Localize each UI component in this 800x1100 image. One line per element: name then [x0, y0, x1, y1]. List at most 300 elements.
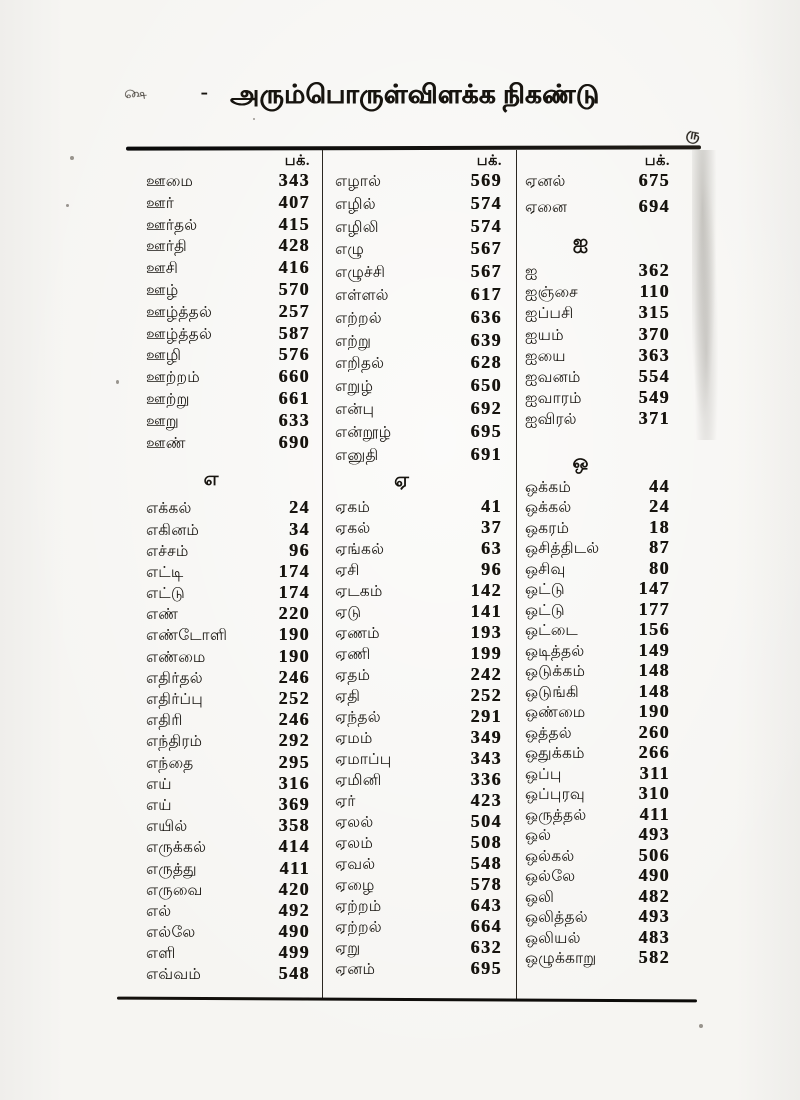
- entry-page-number: 142: [470, 580, 502, 601]
- index-section: [525, 230, 670, 430]
- entry-word: எட்டி: [146, 563, 184, 581]
- entry-word: ஏணி: [335, 646, 371, 664]
- entry-word: ஊறு: [146, 412, 179, 430]
- entry-page-number: 628: [470, 352, 502, 373]
- entry-word: ஏங்கல்: [335, 541, 385, 559]
- entry-word: எழுச்சி: [335, 264, 386, 282]
- index-entry: [335, 496, 502, 517]
- index-entry: [525, 824, 670, 845]
- index-entry: [335, 622, 502, 643]
- entry-word: எயில்: [146, 818, 188, 836]
- entry-page-number: 291: [470, 706, 502, 727]
- entry-word: எதிர்தல்: [146, 669, 203, 687]
- entry-page-number: 639: [470, 329, 502, 350]
- index-entry: [525, 845, 670, 866]
- entry-page-number: 148: [638, 660, 670, 680]
- entry-page-number: 363: [638, 344, 670, 365]
- entry-word: ஏகல்: [335, 520, 371, 538]
- index-entry: [146, 214, 310, 236]
- index-column-2: [322, 150, 516, 1000]
- index-entry: [335, 811, 502, 832]
- index-entry: [146, 323, 310, 345]
- entry-word: எழால்: [335, 173, 382, 190]
- index-entry: [335, 261, 502, 284]
- entry-page-number: 315: [638, 302, 670, 323]
- entry-word: ஒழுக்காறு: [525, 950, 597, 967]
- index-entry: [335, 580, 502, 601]
- entry-word: ஏவல்: [335, 856, 376, 874]
- entry-page-number: 190: [278, 624, 310, 645]
- index-entry: [146, 730, 310, 751]
- entry-word: எந்தை: [146, 754, 194, 772]
- entry-word: ஏணம்: [335, 625, 380, 643]
- index-entry: [335, 330, 502, 353]
- entry-page-number: 570: [278, 278, 310, 299]
- entry-word: ஒலி: [525, 888, 555, 906]
- entry-page-number: 37: [481, 517, 502, 538]
- entry-page-number: 578: [470, 874, 502, 895]
- entry-page-number: 504: [470, 811, 502, 832]
- index-entry: [525, 660, 670, 681]
- entry-page-number: 423: [470, 790, 502, 811]
- entry-page-number: 675: [638, 170, 670, 190]
- entry-page-number: 316: [278, 772, 310, 793]
- entry-word: ஏமினி: [335, 772, 382, 790]
- entry-page-number: 643: [470, 895, 502, 916]
- entry-page-number: 695: [470, 420, 502, 441]
- entry-page-number: 695: [470, 958, 502, 979]
- index-entry: [335, 352, 502, 375]
- entry-page-number: 411: [639, 803, 670, 824]
- entry-page-number: 574: [470, 192, 502, 213]
- entry-page-number: 362: [638, 260, 670, 280]
- entry-page-number: 257: [278, 300, 310, 321]
- entry-word: ஊசி: [146, 260, 179, 278]
- index-table: [126, 150, 700, 1000]
- entry-word: ஏழை: [335, 877, 375, 895]
- entry-page-number: 548: [278, 963, 310, 984]
- entry-word: எழு: [335, 241, 365, 259]
- index-entry: [525, 558, 670, 579]
- entry-word: ஊர்தல்: [146, 216, 198, 234]
- entry-word: எச்சம்: [146, 542, 189, 560]
- index-entry: [525, 537, 670, 558]
- entry-page-number: 141: [470, 601, 502, 622]
- entry-page-number: 414: [278, 836, 310, 857]
- index-entry: [335, 664, 502, 685]
- entry-page-number: 358: [278, 815, 310, 836]
- entry-word: ஏசி: [335, 562, 360, 580]
- entry-page-number: 41: [481, 496, 502, 517]
- index-entry: [525, 722, 670, 743]
- entry-page-number: 246: [278, 709, 310, 730]
- index-entry: [335, 685, 502, 706]
- entry-page-number: 420: [278, 878, 310, 899]
- entry-word: ஒடித்தல்: [525, 642, 585, 660]
- index-entry: [146, 257, 310, 279]
- entry-word: ஏனல்: [525, 173, 566, 190]
- index-section: [525, 450, 670, 968]
- index-entry: [146, 388, 310, 410]
- index-entry: [146, 235, 310, 257]
- entry-word: ஒத்தல்: [525, 724, 572, 742]
- entry-page-number: 110: [639, 281, 670, 302]
- entry-word: ஒப்புரவு: [525, 786, 585, 803]
- index-entry: [146, 794, 310, 815]
- entry-word: ஒசிவு: [525, 560, 566, 578]
- entry-word: ஊழி: [146, 347, 182, 365]
- entry-page-number: 266: [638, 742, 670, 762]
- entry-page-number: 349: [470, 727, 502, 748]
- index-entry: [146, 858, 310, 879]
- entry-word: ஏமாப்பு: [335, 751, 392, 769]
- entry-page-number: 369: [278, 793, 310, 814]
- entry-word: எதிர்ப்பு: [146, 691, 203, 709]
- page-abbrev-header: பக்.: [284, 153, 310, 169]
- index-entry: [525, 408, 670, 429]
- entry-page-number: 63: [481, 538, 502, 559]
- entry-word: ஏற்றல்: [335, 919, 382, 937]
- index-entry: [525, 927, 670, 948]
- entry-word: ஒகரம்: [525, 519, 570, 537]
- entry-page-number: 24: [289, 497, 310, 518]
- index-entry: [146, 170, 310, 192]
- entry-page-number: 343: [470, 748, 502, 769]
- entry-page-number: 190: [638, 701, 670, 721]
- entry-word: ஏதம்: [335, 667, 371, 685]
- entry-page-number: 96: [481, 559, 502, 580]
- index-section: [525, 170, 670, 222]
- entry-page-number: 490: [638, 865, 670, 885]
- entry-page-number: 576: [278, 344, 310, 365]
- entry-word: ஏடகம்: [335, 583, 383, 601]
- entry-word: எறிதல்: [335, 355, 385, 373]
- entry-page-number: 574: [470, 215, 502, 236]
- index-section: [146, 170, 310, 453]
- section-letter-header: ஐ: [572, 232, 589, 253]
- entry-page-number: 490: [278, 921, 310, 942]
- index-entry: [335, 769, 502, 790]
- entry-word: ஐவாரம்: [525, 390, 582, 408]
- index-column-1: [126, 150, 322, 1000]
- index-entry: [335, 421, 502, 444]
- page-title: அரும்பொருள்விளக்க நிகண்டு: [229, 80, 600, 109]
- entry-page-number: 549: [638, 387, 670, 408]
- entry-page-number: 252: [278, 688, 310, 709]
- index-entry: [335, 643, 502, 664]
- index-entry: [525, 865, 670, 886]
- entry-word: ஒல்லே: [525, 868, 576, 885]
- entry-word: ஏற்றம்: [335, 898, 382, 916]
- entry-page-number: 177: [638, 598, 670, 619]
- index-entry: [146, 688, 310, 709]
- entry-word: ஒசித்திடல்: [525, 540, 600, 557]
- entry-word: எய்: [146, 775, 172, 793]
- index-entry: [146, 561, 310, 582]
- index-entry: [525, 906, 670, 927]
- entry-word: ஊண்: [146, 434, 186, 452]
- index-entry: [335, 937, 502, 958]
- index-entry: [146, 836, 310, 857]
- entry-word: ஒலியல்: [525, 929, 581, 947]
- entry-page-number: 567: [470, 261, 502, 282]
- index-entry: [335, 444, 502, 467]
- entry-word: எளி: [146, 945, 176, 963]
- entry-page-number: 242: [470, 664, 502, 685]
- index-entry: [335, 727, 502, 748]
- entry-word: எருவை: [146, 881, 203, 899]
- entry-page-number: 147: [638, 578, 670, 598]
- section-letter-header: ஒ: [572, 451, 589, 473]
- entry-page-number: 252: [470, 685, 502, 706]
- entry-word: எற்றல்: [335, 309, 382, 327]
- entry-page-number: 483: [638, 926, 670, 947]
- entry-page-number: 156: [638, 619, 670, 639]
- entry-word: ஒட்டு: [525, 581, 565, 598]
- index-entry: [525, 387, 670, 408]
- index-entry: [146, 366, 310, 388]
- entry-page-number: 587: [278, 322, 310, 343]
- entry-page-number: 493: [638, 906, 670, 926]
- entry-page-number: 87: [649, 537, 670, 557]
- entry-page-number: 415: [278, 213, 310, 234]
- entry-word: ஏர்: [335, 793, 356, 811]
- entry-page-number: 336: [470, 769, 502, 790]
- index-entry: [146, 519, 310, 540]
- index-entry: [525, 281, 670, 302]
- index-entry: [525, 496, 670, 517]
- entry-page-number: 411: [279, 857, 310, 878]
- index-entry: [525, 476, 670, 497]
- entry-page-number: 292: [278, 730, 310, 751]
- scan-speckle: [66, 204, 69, 207]
- index-entry: [525, 345, 670, 366]
- entry-page-number: 650: [470, 375, 502, 396]
- index-entry: [525, 324, 670, 345]
- index-entry: [525, 681, 670, 702]
- entry-word: ஏறு: [335, 940, 361, 958]
- index-entry: [525, 742, 670, 763]
- index-entry: [335, 853, 502, 874]
- index-entry: [335, 538, 502, 559]
- index-entry: [525, 366, 670, 387]
- index-entry: [335, 238, 502, 261]
- scan-speckle: [699, 1024, 703, 1028]
- index-section: [335, 170, 502, 466]
- index-entry: [335, 517, 502, 538]
- index-entry: [525, 804, 670, 825]
- entry-word: ஏந்தல்: [335, 709, 381, 727]
- entry-word: ஏதி: [335, 688, 361, 706]
- entry-word: ஒதுக்கம்: [525, 745, 585, 762]
- index-entry: [146, 921, 310, 942]
- index-entry: [146, 192, 310, 214]
- index-entry: [335, 601, 502, 622]
- entry-word: ஒல்கல்: [525, 847, 575, 865]
- entry-page-number: 44: [649, 475, 670, 496]
- index-entry: [146, 667, 310, 688]
- index-entry: [335, 307, 502, 330]
- entry-word: ஊற்று: [146, 390, 190, 408]
- entry-page-number: 506: [638, 844, 670, 865]
- title-row: [0, 80, 800, 113]
- entry-word: ஒலித்தல்: [525, 909, 588, 926]
- entry-page-number: 694: [638, 196, 670, 216]
- index-entry: [146, 279, 310, 301]
- index-entry: [146, 773, 310, 794]
- entry-word: ஒடுக்கம்: [525, 663, 586, 680]
- index-entry: [525, 578, 670, 599]
- entry-page-number: 174: [278, 582, 310, 603]
- entry-page-number: 416: [278, 257, 310, 278]
- index-section: [146, 467, 310, 984]
- entry-word: ஐவிரல்: [525, 411, 577, 429]
- index-entry: [335, 958, 502, 979]
- index-entry: [335, 832, 502, 853]
- entry-word: ஏனை: [525, 199, 568, 216]
- entry-word: ஏடு: [335, 604, 362, 622]
- entry-page-number: 371: [638, 408, 670, 429]
- index-entry: [335, 790, 502, 811]
- index-entry: [335, 375, 502, 398]
- index-entry: [146, 540, 310, 561]
- entry-word: எல்: [146, 902, 172, 920]
- index-entry: [146, 624, 310, 645]
- index-entry: [335, 193, 502, 216]
- index-entry: [335, 398, 502, 421]
- entry-page-number: 492: [278, 899, 310, 920]
- page-corner-mark: ௸: [123, 84, 148, 102]
- index-section: [335, 468, 502, 979]
- entry-page-number: 193: [470, 622, 502, 643]
- entry-word: எண்மை: [146, 648, 206, 666]
- index-entry: [525, 947, 670, 968]
- index-entry: [146, 432, 310, 454]
- entry-word: ஒடுங்கி: [525, 683, 579, 701]
- page-abbrev-header: பக்.: [644, 153, 670, 169]
- entry-page-number: 691: [470, 443, 502, 464]
- entry-page-number: 149: [638, 639, 670, 660]
- entry-word: எருக்கல்: [146, 839, 207, 857]
- index-entry: [335, 170, 502, 193]
- entry-word: ஐவனம்: [525, 368, 581, 386]
- index-entry: [525, 196, 670, 222]
- index-entry: [525, 619, 670, 640]
- entry-page-number: 148: [638, 680, 670, 701]
- entry-word: ஏலல்: [335, 814, 374, 832]
- index-entry: [146, 709, 310, 730]
- entry-page-number: 34: [289, 518, 310, 539]
- index-entry: [525, 640, 670, 661]
- entry-page-number: 633: [278, 409, 310, 430]
- entry-page-number: 24: [649, 496, 670, 516]
- entry-word: எல்லே: [146, 924, 196, 942]
- index-entry: [146, 344, 310, 366]
- entry-word: எக்கல்: [146, 500, 192, 518]
- scan-speckle: [253, 118, 255, 120]
- entry-word: ஊர்: [146, 194, 175, 212]
- entry-word: எள்ளல்: [335, 286, 389, 304]
- entry-page-number: 632: [470, 937, 502, 958]
- entry-word: ஊமை: [146, 173, 194, 190]
- entry-page-number: 690: [278, 431, 310, 452]
- entry-word: ஐப்பசி: [525, 305, 574, 323]
- index-entry: [146, 942, 310, 963]
- entry-word: எண்டோளி: [146, 627, 228, 645]
- entry-word: ஊர்தி: [146, 238, 187, 256]
- entry-word: எய்: [146, 796, 172, 814]
- entry-word: ஐஞ்சை: [525, 284, 578, 302]
- index-entry: [335, 874, 502, 895]
- index-entry: [335, 706, 502, 727]
- entry-word: எதிரி: [146, 712, 183, 730]
- entry-word: எறுழ்: [335, 378, 374, 396]
- entry-word: எண்: [146, 606, 179, 624]
- index-entry: [146, 497, 310, 518]
- index-entry: [146, 301, 310, 323]
- index-entry: [525, 701, 670, 722]
- scan-speckle: [70, 156, 74, 160]
- entry-word: எழிலி: [335, 218, 379, 236]
- entry-page-number: 343: [278, 170, 310, 190]
- entry-page-number: 636: [470, 306, 502, 327]
- entry-page-number: 260: [638, 721, 670, 742]
- entry-page-number: 220: [278, 603, 310, 624]
- entry-page-number: 692: [470, 397, 502, 418]
- index-entry: [525, 886, 670, 907]
- entry-word: எகினம்: [146, 521, 200, 539]
- entry-page-number: 493: [638, 824, 670, 844]
- index-entry: [146, 879, 310, 900]
- margin-smudge-mark: ரு: [684, 125, 702, 145]
- entry-page-number: 295: [278, 751, 310, 772]
- entry-word: ஐயை: [525, 347, 566, 365]
- entry-word: ஒல்: [525, 827, 552, 844]
- index-entry: [525, 599, 670, 620]
- entry-page-number: 508: [470, 832, 502, 853]
- entry-word: ஏலம்: [335, 835, 374, 853]
- index-entry: [146, 900, 310, 921]
- entry-word: ஏகம்: [335, 499, 371, 517]
- section-letter-header: எ: [203, 469, 219, 491]
- entry-page-number: 569: [470, 170, 502, 190]
- entry-page-number: 18: [649, 516, 670, 537]
- entry-page-number: 617: [470, 283, 502, 304]
- entry-page-number: 582: [638, 947, 670, 967]
- entry-word: ஒக்கல்: [525, 499, 572, 516]
- index-entry: [146, 410, 310, 432]
- index-entry: [525, 517, 670, 538]
- index-entry: [525, 302, 670, 323]
- entry-page-number: 428: [278, 235, 310, 256]
- index-entry: [525, 260, 670, 281]
- entry-page-number: 310: [638, 783, 670, 803]
- entry-page-number: 190: [278, 645, 310, 666]
- entry-page-number: 96: [289, 539, 310, 560]
- section-letter-header: ஏ: [394, 470, 409, 492]
- entry-word: எழில்: [335, 195, 376, 213]
- index-entry: [525, 783, 670, 804]
- entry-page-number: 664: [470, 916, 502, 937]
- entry-word: ஊழ்த்தல்: [146, 325, 213, 343]
- entry-word: ஏனம்: [335, 961, 376, 979]
- entry-word: ஒருத்தல்: [525, 806, 587, 824]
- index-entry: [146, 752, 310, 773]
- entry-word: ஒட்டை: [525, 622, 578, 639]
- index-entry: [146, 603, 310, 624]
- page-abbrev-header: பக்.: [476, 153, 502, 169]
- entry-page-number: 407: [278, 191, 310, 212]
